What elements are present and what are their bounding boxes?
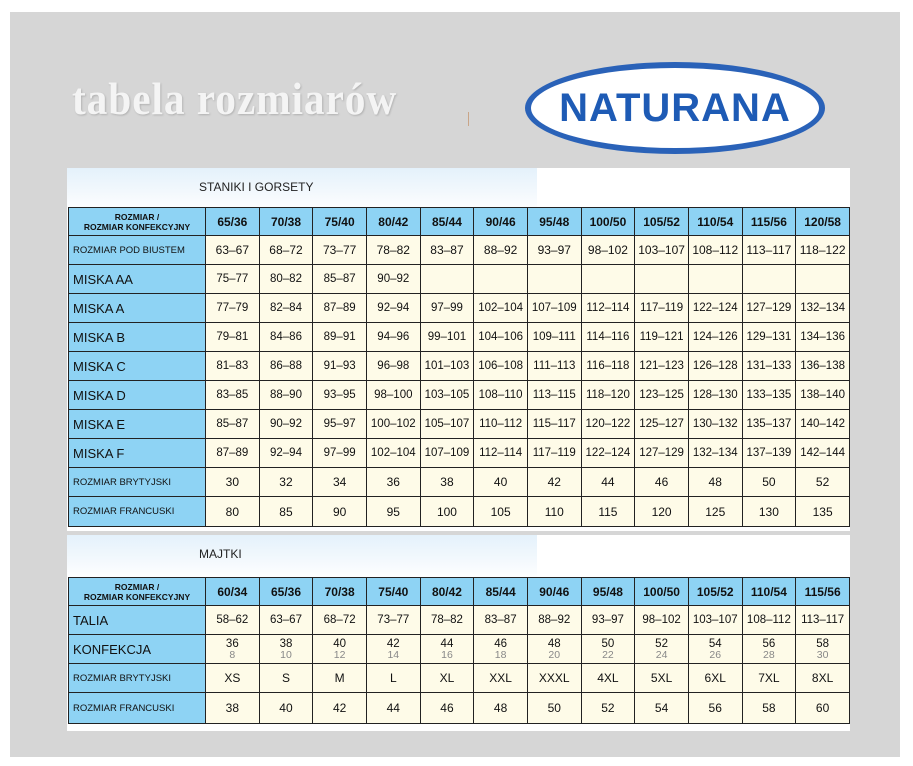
table-cell: 122–124 xyxy=(581,439,635,468)
table-cell: 87–89 xyxy=(313,294,367,323)
cell-sub-value: 28 xyxy=(763,648,775,661)
table-cell: 38 xyxy=(420,468,474,497)
table-cell: 129–131 xyxy=(742,323,796,352)
row-label: MISKA A xyxy=(69,294,206,323)
table-cell: 81–83 xyxy=(206,352,260,381)
table-row xyxy=(69,468,850,497)
table-cell: 103–105 xyxy=(420,381,474,410)
table-cell xyxy=(796,635,850,664)
table-cell: 135–137 xyxy=(742,410,796,439)
table-cell: 107–109 xyxy=(420,439,474,468)
table-cell: 104–106 xyxy=(474,323,528,352)
table-cell: 85–87 xyxy=(313,265,367,294)
table-row xyxy=(69,439,850,468)
table-cell: 133–135 xyxy=(742,381,796,410)
table-cell: 100 xyxy=(420,497,474,527)
table-cell: 108–110 xyxy=(474,381,528,410)
table-cell: 6XL xyxy=(688,664,742,693)
table-cell: 48 xyxy=(688,468,742,497)
table-cell: 99–101 xyxy=(420,323,474,352)
table-row xyxy=(69,352,850,381)
row-label: MISKA C xyxy=(69,352,206,381)
table-cell: 127–129 xyxy=(742,294,796,323)
table-header-row xyxy=(69,208,850,236)
table-cell: M xyxy=(313,664,367,693)
table-cell: 34 xyxy=(313,468,367,497)
table-cell: 142–144 xyxy=(796,439,850,468)
table-cell: 123–125 xyxy=(635,381,689,410)
table-row xyxy=(69,410,850,439)
table-cell xyxy=(420,635,474,664)
corner-label-top: ROZMIAR / xyxy=(114,581,160,592)
table-cell: 75–77 xyxy=(206,265,260,294)
section-glow xyxy=(67,535,537,579)
table-row xyxy=(69,265,850,294)
table-cell: 63–67 xyxy=(259,606,313,635)
table-cell: 80–82 xyxy=(259,265,313,294)
table-cell: 50 xyxy=(527,693,581,724)
table-cell: 98–100 xyxy=(366,381,420,410)
table-cell: 111–113 xyxy=(527,352,581,381)
table-cell xyxy=(420,265,474,294)
bra-size-table xyxy=(68,207,850,527)
table-cell: 119–121 xyxy=(635,323,689,352)
table-cell: 32 xyxy=(259,468,313,497)
table-cell: 58 xyxy=(742,693,796,724)
table-cell: 80 xyxy=(206,497,260,527)
table-cell: 56 xyxy=(688,693,742,724)
size-column-header: 85/44 xyxy=(474,578,528,606)
corner-label-bottom: ROZMIAR KONFEKCYJNY xyxy=(83,221,191,232)
table-cell: 30 xyxy=(206,468,260,497)
row-label: TALIA xyxy=(69,606,206,635)
table-cell: 137–139 xyxy=(742,439,796,468)
size-column-header: 65/36 xyxy=(206,208,260,236)
naturana-logo xyxy=(525,62,825,154)
table-cell: 98–102 xyxy=(635,606,689,635)
table-cell xyxy=(474,265,528,294)
cell-value: 38 xyxy=(279,637,293,650)
table-cell: 105 xyxy=(474,497,528,527)
table-cell: 132–134 xyxy=(688,439,742,468)
table-cell: 83–85 xyxy=(206,381,260,410)
table-cell: 98–102 xyxy=(581,236,635,265)
size-column-header: 80/42 xyxy=(366,208,420,236)
table-row xyxy=(69,664,850,693)
table-cell: 130–132 xyxy=(688,410,742,439)
table-cell: 110–112 xyxy=(474,410,528,439)
corner-header xyxy=(69,208,206,236)
table-cell: 115–117 xyxy=(527,410,581,439)
cell-sub-value: 10 xyxy=(280,648,292,661)
table-cell: 112–114 xyxy=(474,439,528,468)
table-cell xyxy=(527,265,581,294)
table-cell xyxy=(635,265,689,294)
table-cell: 50 xyxy=(742,468,796,497)
table-cell: 108–112 xyxy=(742,606,796,635)
table-cell xyxy=(474,635,528,664)
table-cell: 102–104 xyxy=(474,294,528,323)
table-cell xyxy=(313,635,367,664)
table-cell: 84–86 xyxy=(259,323,313,352)
size-column-header: 90/46 xyxy=(474,208,528,236)
table-cell: 95–97 xyxy=(313,410,367,439)
table-cell: S xyxy=(259,664,313,693)
size-column-header: 105/52 xyxy=(635,208,689,236)
row-label: MISKA AA xyxy=(69,265,206,294)
row-label: KONFEKCJA xyxy=(69,635,206,664)
table-cell: 46 xyxy=(635,468,689,497)
table-cell: 112–114 xyxy=(581,294,635,323)
row-label: ROZMIAR FRANCUSKI xyxy=(69,693,206,724)
cell-sub-value: 20 xyxy=(548,648,561,661)
cell-value: 50 xyxy=(601,637,615,650)
table-cell xyxy=(742,635,796,664)
row-label: ROZMIAR BRYTYJSKI xyxy=(69,664,206,693)
size-column-header: 120/58 xyxy=(796,208,850,236)
table-cell: 42 xyxy=(527,468,581,497)
cell-sub-value: 18 xyxy=(494,648,507,661)
table-cell xyxy=(581,635,635,664)
table-cell: 68–72 xyxy=(259,236,313,265)
table-cell xyxy=(366,635,420,664)
cell-value: 46 xyxy=(494,637,507,650)
table-cell: 60 xyxy=(796,693,850,724)
size-column-header: 70/38 xyxy=(313,578,367,606)
table-cell xyxy=(259,635,313,664)
table-cell: 120 xyxy=(635,497,689,527)
table-cell: 103–107 xyxy=(635,236,689,265)
table-cell: 85–87 xyxy=(206,410,260,439)
size-column-header: 115/56 xyxy=(742,208,796,236)
logo-inner xyxy=(531,68,819,148)
size-column-header: 70/38 xyxy=(259,208,313,236)
table-cell xyxy=(206,635,260,664)
table-cell: 107–109 xyxy=(527,294,581,323)
table-cell xyxy=(581,265,635,294)
table-cell: 102–104 xyxy=(366,439,420,468)
table-cell: 127–129 xyxy=(635,439,689,468)
table-cell: 73–77 xyxy=(313,236,367,265)
table-cell: 83–87 xyxy=(474,606,528,635)
table-cell: L xyxy=(366,664,420,693)
table-cell: 103–107 xyxy=(688,606,742,635)
table-header-row xyxy=(69,578,850,606)
table-row xyxy=(69,693,850,724)
table-cell: 118–120 xyxy=(581,381,635,410)
row-label: MISKA F xyxy=(69,439,206,468)
cell-sub-value: 8 xyxy=(229,648,236,661)
cell-sub-value: 16 xyxy=(441,648,453,661)
table-cell: 109–111 xyxy=(527,323,581,352)
table-cell: 90 xyxy=(313,497,367,527)
table-cell: 52 xyxy=(796,468,850,497)
page-title xyxy=(72,72,397,125)
table-cell: 138–140 xyxy=(796,381,850,410)
table-cell: 132–134 xyxy=(796,294,850,323)
table-cell: 101–103 xyxy=(420,352,474,381)
table-cell: 77–79 xyxy=(206,294,260,323)
table-cell: 125–127 xyxy=(635,410,689,439)
table-cell: 121–123 xyxy=(635,352,689,381)
cell-value: 52 xyxy=(655,637,668,650)
table-cell: 113–115 xyxy=(527,381,581,410)
table-cell: 73–77 xyxy=(366,606,420,635)
decorative-tick xyxy=(468,112,469,126)
table-cell xyxy=(635,635,689,664)
size-column-header: 85/44 xyxy=(420,208,474,236)
table-cell: 134–136 xyxy=(796,323,850,352)
table-cell: 4XL xyxy=(581,664,635,693)
table-cell: 116–118 xyxy=(581,352,635,381)
table-cell: 126–128 xyxy=(688,352,742,381)
corner-header xyxy=(69,578,206,606)
table-row xyxy=(69,294,850,323)
table-cell: 92–94 xyxy=(366,294,420,323)
table-cell xyxy=(688,265,742,294)
cell-sub-value: 26 xyxy=(709,648,722,661)
row-label: ROZMIAR FRANCUSKI xyxy=(69,497,206,527)
table-cell: 140–142 xyxy=(796,410,850,439)
logo-text: NATURANA xyxy=(559,85,791,130)
row-label: MISKA E xyxy=(69,410,206,439)
bra-section-title: STANIKI I GORSETY xyxy=(199,180,314,194)
row-label: MISKA B xyxy=(69,323,206,352)
cell-sub-value: 14 xyxy=(387,648,400,661)
size-column-header: 75/40 xyxy=(313,208,367,236)
table-cell: 40 xyxy=(474,468,528,497)
table-cell: 113–117 xyxy=(742,236,796,265)
table-cell xyxy=(742,265,796,294)
table-row xyxy=(69,381,850,410)
table-cell: 7XL xyxy=(742,664,796,693)
table-cell: 90–92 xyxy=(259,410,313,439)
table-row xyxy=(69,236,850,265)
table-cell: 68–72 xyxy=(313,606,367,635)
row-label: ROZMIAR BRYTYJSKI xyxy=(69,468,206,497)
table-cell: 93–97 xyxy=(527,236,581,265)
size-column-header: 95/48 xyxy=(527,208,581,236)
cell-value: 44 xyxy=(440,637,454,650)
cell-sub-value: 22 xyxy=(602,648,614,661)
table-cell: 86–88 xyxy=(259,352,313,381)
table-cell: 92–94 xyxy=(259,439,313,468)
table-cell: 88–92 xyxy=(474,236,528,265)
table-cell: 44 xyxy=(366,693,420,724)
table-cell: 93–95 xyxy=(313,381,367,410)
size-column-header: 110/54 xyxy=(742,578,796,606)
cell-value: 40 xyxy=(333,637,347,650)
table-cell: 52 xyxy=(581,693,635,724)
table-cell: 88–92 xyxy=(527,606,581,635)
row-label: MISKA D xyxy=(69,381,206,410)
table-cell: 125 xyxy=(688,497,742,527)
table-cell: 85 xyxy=(259,497,313,527)
table-cell: 36 xyxy=(366,468,420,497)
table-cell: 93–97 xyxy=(581,606,635,635)
table-cell: 79–81 xyxy=(206,323,260,352)
table-cell: 96–98 xyxy=(366,352,420,381)
table-cell: 46 xyxy=(420,693,474,724)
size-column-header: 60/34 xyxy=(206,578,260,606)
table-cell: 135 xyxy=(796,497,850,527)
size-column-header: 115/56 xyxy=(796,578,850,606)
table-cell: 88–90 xyxy=(259,381,313,410)
cell-value: 42 xyxy=(386,637,400,650)
size-column-header: 75/40 xyxy=(366,578,420,606)
cell-value: 54 xyxy=(708,637,722,650)
table-row xyxy=(69,606,850,635)
corner-label-bottom: ROZMIAR KONFEKCYJNY xyxy=(83,591,191,602)
briefs-section-title: MAJTKI xyxy=(199,547,242,561)
table-cell: 115 xyxy=(581,497,635,527)
briefs-size-table xyxy=(68,577,850,724)
table-cell: 38 xyxy=(206,693,260,724)
table-cell: 113–117 xyxy=(796,606,850,635)
size-column-header: 65/36 xyxy=(259,578,313,606)
table-cell: 82–84 xyxy=(259,294,313,323)
bra-size-panel xyxy=(67,168,850,531)
size-column-header: 90/46 xyxy=(527,578,581,606)
table-cell: 118–122 xyxy=(796,236,850,265)
table-cell: XXL xyxy=(474,664,528,693)
table-cell: 97–99 xyxy=(313,439,367,468)
table-cell: XXXL xyxy=(527,664,581,693)
table-cell: XL xyxy=(420,664,474,693)
table-cell: 114–116 xyxy=(581,323,635,352)
cell-sub-value: 30 xyxy=(816,648,829,661)
table-cell: 100–102 xyxy=(366,410,420,439)
table-cell: 90–92 xyxy=(366,265,420,294)
table-cell: 5XL xyxy=(635,664,689,693)
table-cell: 108–112 xyxy=(688,236,742,265)
table-cell: 42 xyxy=(313,693,367,724)
row-label: ROZMIAR POD BIUSTEM xyxy=(69,236,206,265)
corner-label-top: ROZMIAR / xyxy=(114,211,160,222)
size-column-header: 110/54 xyxy=(688,208,742,236)
table-cell xyxy=(527,635,581,664)
cell-value: 56 xyxy=(762,637,776,650)
table-cell: 8XL xyxy=(796,664,850,693)
table-cell xyxy=(688,635,742,664)
cell-value: 58 xyxy=(816,637,829,650)
table-cell: XS xyxy=(206,664,260,693)
table-cell: 136–138 xyxy=(796,352,850,381)
cell-sub-value: 12 xyxy=(333,648,346,661)
table-row xyxy=(69,635,850,664)
table-cell: 91–93 xyxy=(313,352,367,381)
briefs-size-panel xyxy=(67,535,850,731)
cell-value: 36 xyxy=(225,637,239,650)
table-cell: 106–108 xyxy=(474,352,528,381)
table-row xyxy=(69,497,850,527)
table-cell: 63–67 xyxy=(206,236,260,265)
table-cell: 87–89 xyxy=(206,439,260,468)
size-column-header: 80/42 xyxy=(420,578,474,606)
table-cell: 128–130 xyxy=(688,381,742,410)
table-cell: 78–82 xyxy=(420,606,474,635)
table-cell: 117–119 xyxy=(527,439,581,468)
table-cell: 131–133 xyxy=(742,352,796,381)
table-cell: 97–99 xyxy=(420,294,474,323)
table-cell: 105–107 xyxy=(420,410,474,439)
table-cell: 48 xyxy=(474,693,528,724)
table-cell: 58–62 xyxy=(206,606,260,635)
table-cell: 95 xyxy=(366,497,420,527)
size-column-header: 95/48 xyxy=(581,578,635,606)
table-cell: 78–82 xyxy=(366,236,420,265)
table-cell: 83–87 xyxy=(420,236,474,265)
size-column-header: 100/50 xyxy=(635,578,689,606)
table-cell: 110 xyxy=(527,497,581,527)
table-cell: 120–122 xyxy=(581,410,635,439)
table-row xyxy=(69,323,850,352)
table-cell: 89–91 xyxy=(313,323,367,352)
table-cell: 44 xyxy=(581,468,635,497)
page-title-text: tabela rozmiarów xyxy=(72,73,398,124)
table-cell: 117–119 xyxy=(635,294,689,323)
cell-sub-value: 24 xyxy=(655,648,668,661)
table-cell: 94–96 xyxy=(366,323,420,352)
cell-value: 48 xyxy=(547,637,561,650)
table-cell xyxy=(796,265,850,294)
table-cell: 122–124 xyxy=(688,294,742,323)
table-cell: 130 xyxy=(742,497,796,527)
table-cell: 54 xyxy=(635,693,689,724)
table-cell: 40 xyxy=(259,693,313,724)
size-column-header: 105/52 xyxy=(688,578,742,606)
size-column-header: 100/50 xyxy=(581,208,635,236)
table-cell: 124–126 xyxy=(688,323,742,352)
